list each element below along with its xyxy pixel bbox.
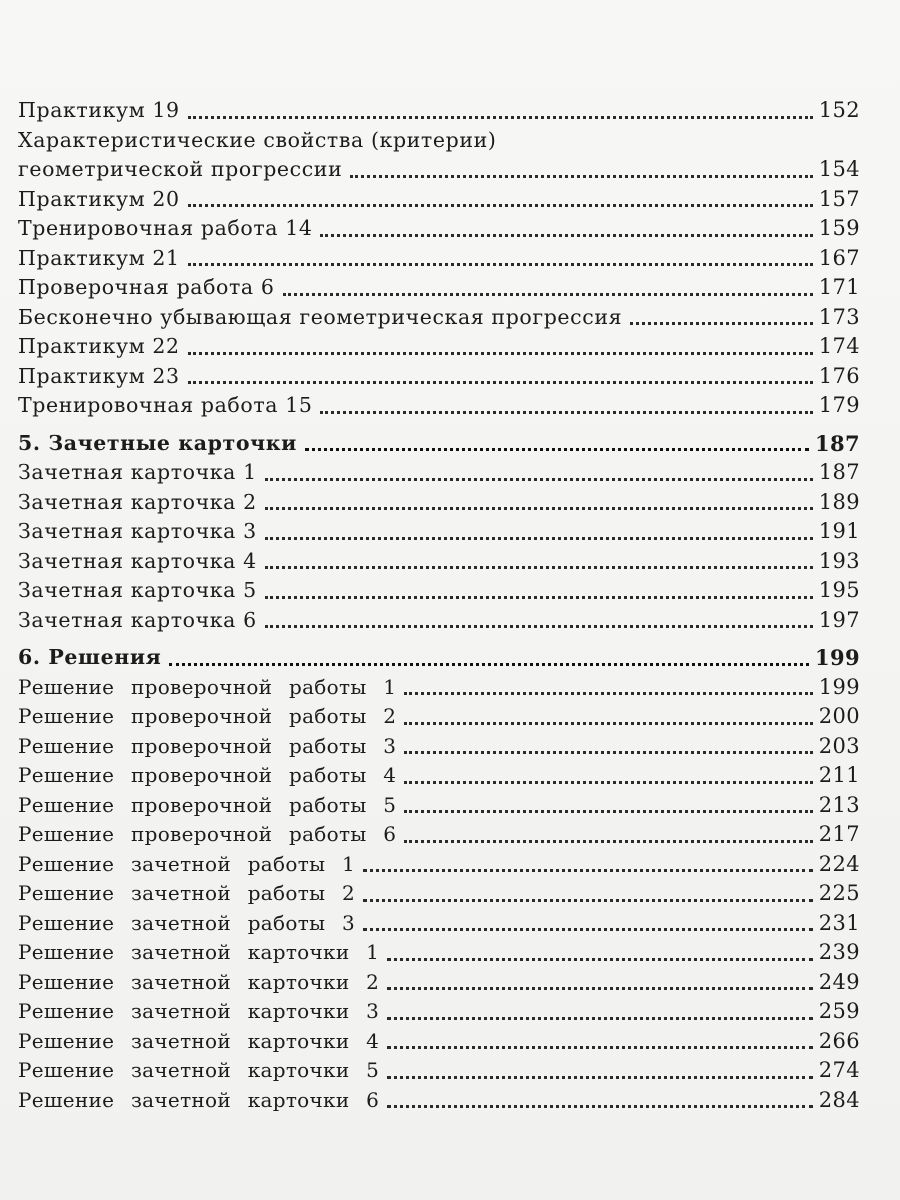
dot-leader: [265, 537, 813, 540]
toc-entry-page: 167: [818, 245, 860, 270]
toc-entry-title: Зачетная карточка 5: [18, 578, 257, 602]
dot-leader: [404, 722, 812, 725]
toc-entry-title: Решение зачетной карточки 2: [18, 969, 380, 994]
toc-entry-page: 274: [818, 1058, 860, 1082]
dot-leader: [283, 293, 813, 296]
dot-leader: [363, 928, 813, 931]
table-of-contents: [18, 96, 860, 1115]
toc-entry-title: Решение проверочной работы 3: [18, 733, 397, 758]
toc-entry[interactable]: [18, 332, 860, 362]
toc-entry-page: 224: [818, 851, 860, 876]
toc-entry-page: 191: [818, 519, 860, 543]
toc-entry-page: 171: [818, 275, 860, 299]
toc-entry-title: Решение проверочной работы 2: [18, 704, 397, 728]
toc-entry[interactable]: [18, 791, 860, 821]
toc-entry[interactable]: [18, 820, 860, 850]
toc-entry-title: Решение проверочной работы 6: [18, 822, 397, 846]
toc-entry[interactable]: [18, 458, 860, 488]
dot-leader: [404, 692, 812, 695]
toc-entry-title: Практикум 19: [18, 98, 180, 122]
toc-entry-title: Проверочная работа 6: [18, 275, 275, 299]
dot-leader: [387, 1076, 813, 1079]
dot-leader: [404, 781, 812, 784]
dot-leader: [387, 1105, 813, 1108]
section-page: 199: [814, 645, 860, 670]
toc-entry-title: Практикум 20: [18, 186, 180, 211]
toc-entry-page: 203: [818, 733, 860, 758]
toc-entry-page: 199: [818, 674, 860, 699]
toc-entry-page: 157: [818, 186, 860, 211]
toc-entry-page: 200: [818, 704, 860, 728]
toc-entry[interactable]: [18, 547, 860, 577]
dot-leader: [265, 596, 813, 599]
dot-leader: [188, 116, 813, 119]
dot-leader: [265, 566, 813, 569]
dot-leader: [387, 987, 813, 990]
toc-entry-page: 174: [818, 334, 860, 358]
toc-entry-page: 211: [818, 763, 860, 787]
section-title: 5. Зачетные карточки: [18, 430, 297, 455]
toc-entry[interactable]: [18, 606, 860, 636]
toc-entry-page: 179: [818, 393, 860, 417]
toc-entry-title: Решение зачетной карточки 5: [18, 1058, 380, 1082]
toc-entry-page: 176: [818, 363, 860, 388]
toc-entry-title: Тренировочная работа 14: [18, 216, 313, 240]
toc-entry-title: Зачетная карточка 4: [18, 548, 257, 573]
toc-entry-title: Практикум 21: [18, 245, 180, 270]
dot-leader: [404, 840, 812, 843]
dot-leader: [363, 899, 813, 902]
toc-entry[interactable]: [18, 938, 860, 968]
toc-entry-page: 231: [818, 910, 860, 935]
toc-entry-title-line1: Характеристические свойства (критерии): [18, 127, 497, 152]
toc-entry-page: 249: [818, 969, 860, 994]
toc-entry-title: Решение зачетной карточки 1: [18, 940, 380, 964]
toc-entry-title: Решение зачетной карточки 3: [18, 999, 380, 1023]
dot-leader: [363, 869, 813, 872]
toc-entry[interactable]: [18, 1056, 860, 1086]
dot-leader: [265, 507, 813, 510]
toc-entry[interactable]: [18, 517, 860, 547]
toc-entry[interactable]: [18, 362, 860, 392]
section-title: 6. Решения: [18, 645, 162, 669]
toc-entry-title: Зачетная карточка 2: [18, 489, 257, 514]
dot-leader: [188, 352, 813, 355]
dot-leader: [387, 958, 813, 961]
toc-entry-page: 195: [818, 578, 860, 602]
toc-entry-title: Практикум 22: [18, 334, 180, 358]
toc-entry-title: Решение проверочной работы 1: [18, 674, 397, 699]
toc-entry-page: 213: [818, 792, 860, 817]
dot-leader: [630, 322, 813, 325]
toc-section-heading[interactable]: [18, 643, 860, 673]
toc-entry[interactable]: [18, 761, 860, 791]
toc-entry-page: 197: [818, 607, 860, 632]
toc-entry[interactable]: [18, 576, 860, 606]
toc-entry-title: Тренировочная работа 15: [18, 393, 313, 417]
toc-entry-page: 259: [818, 999, 860, 1023]
toc-section-heading[interactable]: [18, 429, 860, 459]
toc-entry[interactable]: [18, 1027, 860, 1057]
dot-leader: [387, 1017, 813, 1020]
dot-leader: [188, 381, 813, 384]
dot-leader: [320, 411, 812, 414]
toc-entry-title: Решение зачетной работы 3: [18, 910, 355, 935]
toc-entry[interactable]: [18, 732, 860, 762]
toc-entry-page: 284: [818, 1087, 860, 1112]
toc-entry-page: 187: [818, 460, 860, 484]
toc-entry[interactable]: [18, 214, 860, 244]
toc-entry-page: 217: [818, 822, 860, 846]
toc-entry-title: Зачетная карточка 1: [18, 460, 257, 484]
toc-entry[interactable]: [18, 702, 860, 732]
toc-entry[interactable]: [18, 303, 860, 333]
dot-leader: [404, 810, 812, 813]
toc-entry-page: 152: [818, 98, 860, 122]
dot-leader: [169, 663, 809, 666]
toc-entry-title: Практикум 23: [18, 363, 180, 388]
dot-leader: [265, 478, 813, 481]
toc-entry-page: 193: [818, 548, 860, 573]
toc-entry[interactable]: [18, 968, 860, 998]
toc-entry-title: Решение зачетной карточки 6: [18, 1087, 380, 1112]
toc-entry[interactable]: [18, 273, 860, 303]
toc-entry-page: 159: [818, 216, 860, 240]
toc-entry-title-line2: геометрической прогрессии: [18, 157, 343, 181]
toc-entry-page: 266: [818, 1028, 860, 1053]
dot-leader: [387, 1046, 813, 1049]
toc-entry-page: 225: [818, 881, 860, 905]
toc-entry-title: Решение зачетной карточки 4: [18, 1028, 380, 1053]
toc-entry-page: 239: [818, 940, 860, 964]
toc-entry-title: Зачетная карточка 3: [18, 519, 257, 543]
toc-entry[interactable]: [18, 126, 860, 185]
toc-entry-page: 189: [818, 489, 860, 514]
toc-entry[interactable]: [18, 96, 860, 126]
toc-entry[interactable]: [18, 879, 860, 909]
toc-entry-title: Зачетная карточка 6: [18, 607, 257, 632]
dot-leader: [188, 204, 813, 207]
toc-entry[interactable]: [18, 850, 860, 880]
dot-leader: [188, 263, 813, 266]
dot-leader: [350, 175, 812, 178]
section-page: 187: [814, 430, 860, 456]
toc-entry-title: Бесконечно убывающая геометрическая прогрессия: [18, 304, 623, 329]
toc-entry[interactable]: [18, 488, 860, 518]
toc-entry[interactable]: [18, 391, 860, 421]
toc-entry-page: 154: [818, 157, 860, 181]
toc-entry-title: Решение зачетной работы 2: [18, 881, 355, 905]
toc-entry[interactable]: [18, 673, 860, 703]
toc-entry-title: Решение проверочной работы 5: [18, 792, 397, 817]
dot-leader: [404, 751, 812, 754]
toc-entry[interactable]: [18, 244, 860, 274]
toc-entry[interactable]: [18, 909, 860, 939]
dot-leader: [320, 234, 812, 237]
toc-entry-title: Решение зачетной работы 1: [18, 851, 355, 876]
toc-entry[interactable]: [18, 1086, 860, 1116]
toc-entry-page: 173: [818, 304, 860, 329]
toc-entry[interactable]: [18, 185, 860, 215]
toc-entry[interactable]: [18, 997, 860, 1027]
dot-leader: [305, 448, 809, 451]
dot-leader: [265, 625, 813, 628]
toc-entry-title: Решение проверочной работы 4: [18, 763, 397, 787]
